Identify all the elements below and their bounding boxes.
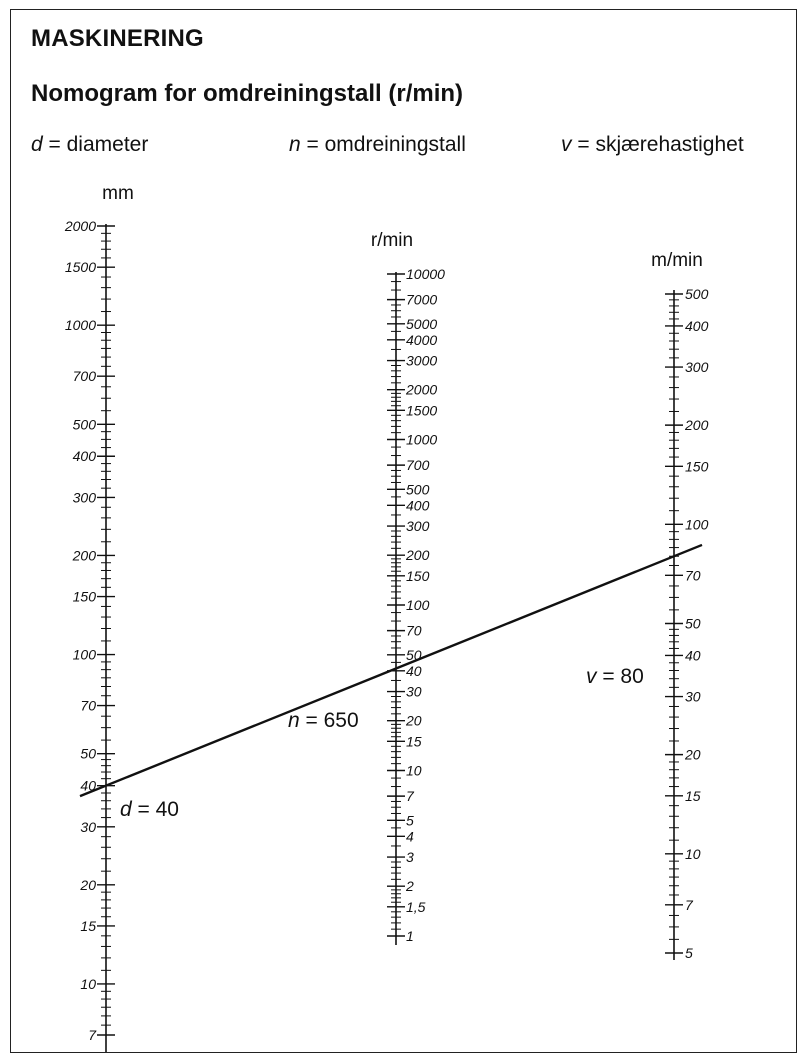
d-tick-label: 30 — [80, 818, 96, 835]
d-tick-label: 10 — [80, 975, 96, 992]
n-tick-label: 150 — [406, 567, 430, 584]
n-tick-label: 30 — [406, 683, 422, 700]
v-tick-label: 10 — [685, 845, 701, 862]
legend-text-n: = omdreiningstall — [306, 133, 466, 156]
v-tick-label: 5 — [685, 945, 693, 961]
legend-symbol-n: n — [289, 133, 301, 156]
n-tick-label: 20 — [406, 712, 422, 729]
n-tick-label: 15 — [406, 733, 422, 750]
n-tick-label: 5 — [406, 812, 414, 829]
d-tick-label: 300 — [72, 489, 96, 506]
d-tick-label: 500 — [72, 416, 96, 433]
v-tick-label: 400 — [685, 317, 709, 334]
n-tick-label: 10000 — [406, 266, 445, 282]
d-unit-label: mm — [102, 183, 134, 204]
n-tick-label: 10 — [406, 762, 422, 779]
n-tick-label: 1000 — [406, 431, 438, 448]
n-tick-label: 4000 — [406, 331, 438, 348]
legend-text-v: = skjærehastighet — [577, 133, 744, 156]
d-tick-label: 100 — [72, 646, 96, 663]
v-tick-label: 40 — [685, 647, 701, 664]
diameter-scale — [64, 183, 134, 1052]
n-tick-label: 70 — [406, 622, 422, 639]
v-tick-label: 100 — [685, 516, 709, 533]
v-tick-label: 15 — [685, 787, 701, 804]
d-tick-label: 400 — [72, 448, 96, 465]
n-tick-label: 1500 — [406, 402, 438, 419]
v-tick-label: 150 — [685, 458, 709, 475]
n-tick-label: 2000 — [406, 381, 438, 398]
n-tick-label: 7 — [406, 788, 414, 805]
d-tick-label: 1500 — [64, 259, 96, 276]
v-tick-label: 200 — [685, 417, 709, 434]
n-tick-label: 1,5 — [406, 898, 426, 915]
v-tick-label: 30 — [685, 688, 701, 705]
v-tick-label: 70 — [685, 567, 701, 584]
d-tick-label: 1000 — [64, 317, 96, 334]
nomogram-title: Nomogram for omdreiningstall (r/min) — [31, 80, 464, 107]
legend-text-d: = diameter — [48, 133, 149, 156]
d-tick-label: 200 — [72, 547, 96, 564]
d-tick-label: 150 — [72, 588, 96, 605]
v-tick-label: 300 — [685, 359, 709, 376]
d-tick-label: 40 — [80, 777, 96, 794]
n-tick-label: 4 — [406, 828, 414, 845]
v-tick-label: 50 — [685, 615, 701, 632]
n-tick-label: 300 — [406, 518, 430, 535]
d-tick-label: 15 — [80, 917, 96, 934]
d-tick-label: 7 — [88, 1027, 96, 1043]
n-tick-label: 100 — [406, 597, 430, 613]
n-tick-label: 3 — [406, 849, 414, 866]
speed-scale — [371, 230, 445, 945]
v-tick-label: 7 — [685, 896, 693, 913]
n-tick-label: 3000 — [406, 352, 438, 369]
n-tick-label: 1 — [406, 928, 414, 944]
n-tick-label: 400 — [406, 497, 430, 514]
d-tick-label: 70 — [80, 697, 96, 714]
example-d-label: d = 40 — [120, 798, 179, 821]
n-tick-label: 700 — [406, 457, 430, 474]
cutting-speed-scale — [651, 250, 708, 961]
n-tick-label: 5000 — [406, 315, 438, 332]
legend-symbol-d: d — [31, 133, 43, 156]
d-tick-label: 50 — [80, 745, 96, 762]
v-unit-label: m/min — [651, 250, 703, 271]
n-tick-label: 7000 — [406, 291, 438, 308]
n-tick-label: 500 — [406, 481, 430, 498]
n-tick-label: 50 — [406, 646, 422, 663]
d-tick-label: 20 — [80, 876, 96, 893]
d-tick-label: 700 — [72, 368, 96, 385]
n-tick-label: 2 — [406, 878, 414, 895]
example-v-label: v = 80 — [586, 665, 644, 688]
n-unit-label: r/min — [370, 230, 414, 251]
n-tick-label: 200 — [406, 547, 430, 564]
legend-symbol-v: v — [561, 133, 572, 156]
n-tick-label: 40 — [406, 662, 422, 679]
d-tick-label: 2000 — [64, 218, 96, 234]
section-heading: MASKINERING — [31, 25, 204, 52]
v-tick-label: 20 — [685, 746, 701, 763]
v-tick-label: 500 — [685, 286, 709, 302]
example-n-label: n = 650 — [288, 709, 359, 732]
